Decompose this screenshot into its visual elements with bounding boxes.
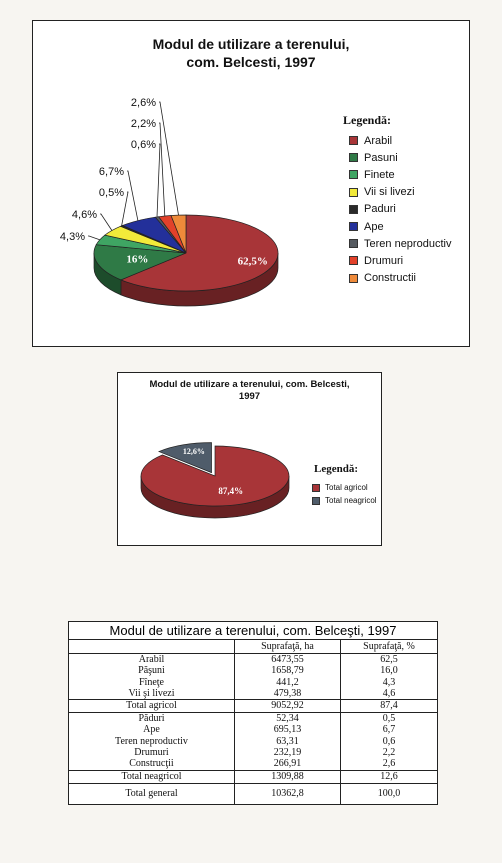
data-label: 87,4% [218, 486, 244, 497]
legend-item-total-agricol [312, 481, 377, 494]
table-cell: 479,38 [235, 688, 341, 700]
callout-line [127, 171, 138, 221]
legend-swatch [349, 222, 358, 231]
table-cell: Total general [69, 783, 235, 804]
legend-label: Arabil [364, 134, 393, 147]
legend-swatch [349, 153, 358, 162]
data-label: 4,6% [71, 209, 97, 221]
table-title: Modul de utilizare a terenului, com. Belceşti, 1997 [69, 622, 437, 640]
legend-item-ape [349, 218, 451, 235]
table-cell: 1658,79 [235, 665, 341, 676]
legend-swatch [312, 497, 320, 505]
legend-item-finete [349, 166, 451, 183]
table-cell: 12,6 [341, 770, 438, 783]
legend-label: Total agricol [325, 483, 368, 492]
table-row [69, 677, 437, 688]
table-grand-total-row [69, 783, 437, 804]
table-cell: 52,34 [235, 713, 341, 725]
data-label: 16% [126, 253, 149, 266]
table-total-row [69, 770, 437, 783]
table-cell: 6473,55 [235, 654, 341, 666]
legend-swatch [349, 239, 358, 248]
table-cell: 6,7 [382, 724, 396, 736]
table-cell: 0,5 [382, 713, 396, 725]
table-cell: 0,6 [382, 735, 396, 747]
table-cell: Arabil [69, 654, 235, 666]
legend-item-constructii [349, 270, 451, 287]
legend-label: Total neagricol [325, 496, 377, 505]
table-cell: Păşuni [69, 665, 235, 676]
legend-label: Paduri [364, 203, 396, 216]
table-cell: Total neagricol [69, 770, 235, 783]
legend-item-drumuri [349, 252, 451, 269]
pie-slice-total-agricol [141, 446, 289, 506]
table-cell: 266,91 [235, 758, 341, 770]
legend-item-teren-neproductiv [349, 235, 451, 252]
data-label: 62,5% [237, 255, 268, 268]
legend-label: Ape [364, 220, 384, 233]
table-cell: 62,5 [380, 654, 398, 665]
table-cell: Fîneţe [69, 677, 235, 688]
table-cell: Total agricol [69, 700, 235, 713]
land-use-table [68, 621, 438, 805]
table-row [69, 688, 437, 700]
legend-swatch [349, 205, 358, 214]
legend-item-paduri [349, 201, 451, 218]
table-row [69, 736, 437, 747]
table-cell: 9052,92 [235, 700, 341, 713]
table-row [69, 747, 437, 758]
legend-item-total-neagricol [312, 494, 377, 507]
legend-swatch [349, 136, 358, 145]
table-cell: 16,0 [380, 665, 398, 677]
data-label: 2,2% [130, 118, 156, 130]
callout-line [88, 236, 100, 240]
data-label: 2,6% [130, 97, 156, 109]
legend-title: Legendă: [314, 463, 358, 475]
callout-line [157, 144, 160, 217]
pie-chart-summary [118, 373, 381, 545]
legend-label: Constructii [364, 272, 416, 285]
table-row [69, 654, 437, 666]
table-cell: Vii şi livezi [69, 688, 235, 700]
data-label: 12,6% [182, 447, 205, 457]
table-cell: Ape [69, 724, 235, 735]
legend-label: Vii si livezi [364, 186, 415, 199]
table-cell: 4,6 [382, 687, 396, 699]
legend-label: Pasuni [364, 151, 398, 164]
table-cell: Drumuri [69, 747, 235, 758]
table-cell: 232,19 [235, 747, 341, 758]
data-label: 4,3% [59, 231, 85, 243]
callout-line [100, 214, 112, 231]
legend-title: Legendă: [343, 113, 391, 127]
legend-swatch [349, 170, 358, 179]
table-cell: Suprafaţă, % [341, 640, 438, 654]
data-label: 0,5% [98, 187, 124, 199]
table-cell: 1309,88 [235, 770, 341, 783]
callout-line [159, 123, 165, 216]
legend-swatch [349, 188, 358, 197]
table-cell: 441,2 [235, 677, 341, 688]
table-cell: Teren neproductiv [69, 736, 235, 747]
legend-swatch [349, 256, 358, 265]
table-cell: 695,13 [235, 724, 341, 735]
table-cell: 63,31 [235, 736, 341, 747]
table-total-row [69, 700, 437, 713]
table-cell: 4,3 [382, 676, 396, 688]
table-cell [69, 640, 235, 654]
legend [349, 132, 451, 287]
legend-label: Drumuri [364, 254, 404, 267]
table-header-row [69, 640, 437, 654]
chart-title: Modul de utilizare a terenului, com. Belcesti, 1997 [149, 379, 350, 402]
legend-swatch [349, 274, 358, 283]
table-cell: Păduri [69, 713, 235, 725]
table-cell: 2,6 [382, 758, 396, 770]
legend-swatch [312, 484, 320, 492]
table-cell: Construcţii [69, 758, 235, 770]
table-row [69, 758, 437, 770]
table-cell: 2,2 [382, 747, 396, 759]
table-body [69, 640, 437, 804]
table-cell: 100,0 [341, 783, 438, 804]
table-cell: 10362,8 [235, 783, 341, 804]
legend-item-pasuni [349, 149, 451, 166]
table-row [69, 665, 437, 676]
chart-panel-detailed [32, 20, 470, 347]
table-row [69, 713, 437, 725]
table-cell: Suprafaţă, ha [235, 640, 341, 654]
legend-item-vii-si-livezi [349, 184, 451, 201]
data-label: 6,7% [98, 166, 124, 178]
chart-title: Modul de utilizare a terenului, com. Belcesti, 1997 [152, 36, 350, 70]
legend [312, 481, 377, 507]
legend-label: Finete [364, 168, 395, 181]
chart-panel-summary [117, 372, 382, 546]
table-row [69, 724, 437, 735]
data-label: 0,6% [130, 139, 156, 151]
legend-label: Teren neproductiv [364, 237, 452, 250]
legend-item-arabil [349, 132, 451, 149]
table-cell: 87,4 [341, 700, 438, 713]
